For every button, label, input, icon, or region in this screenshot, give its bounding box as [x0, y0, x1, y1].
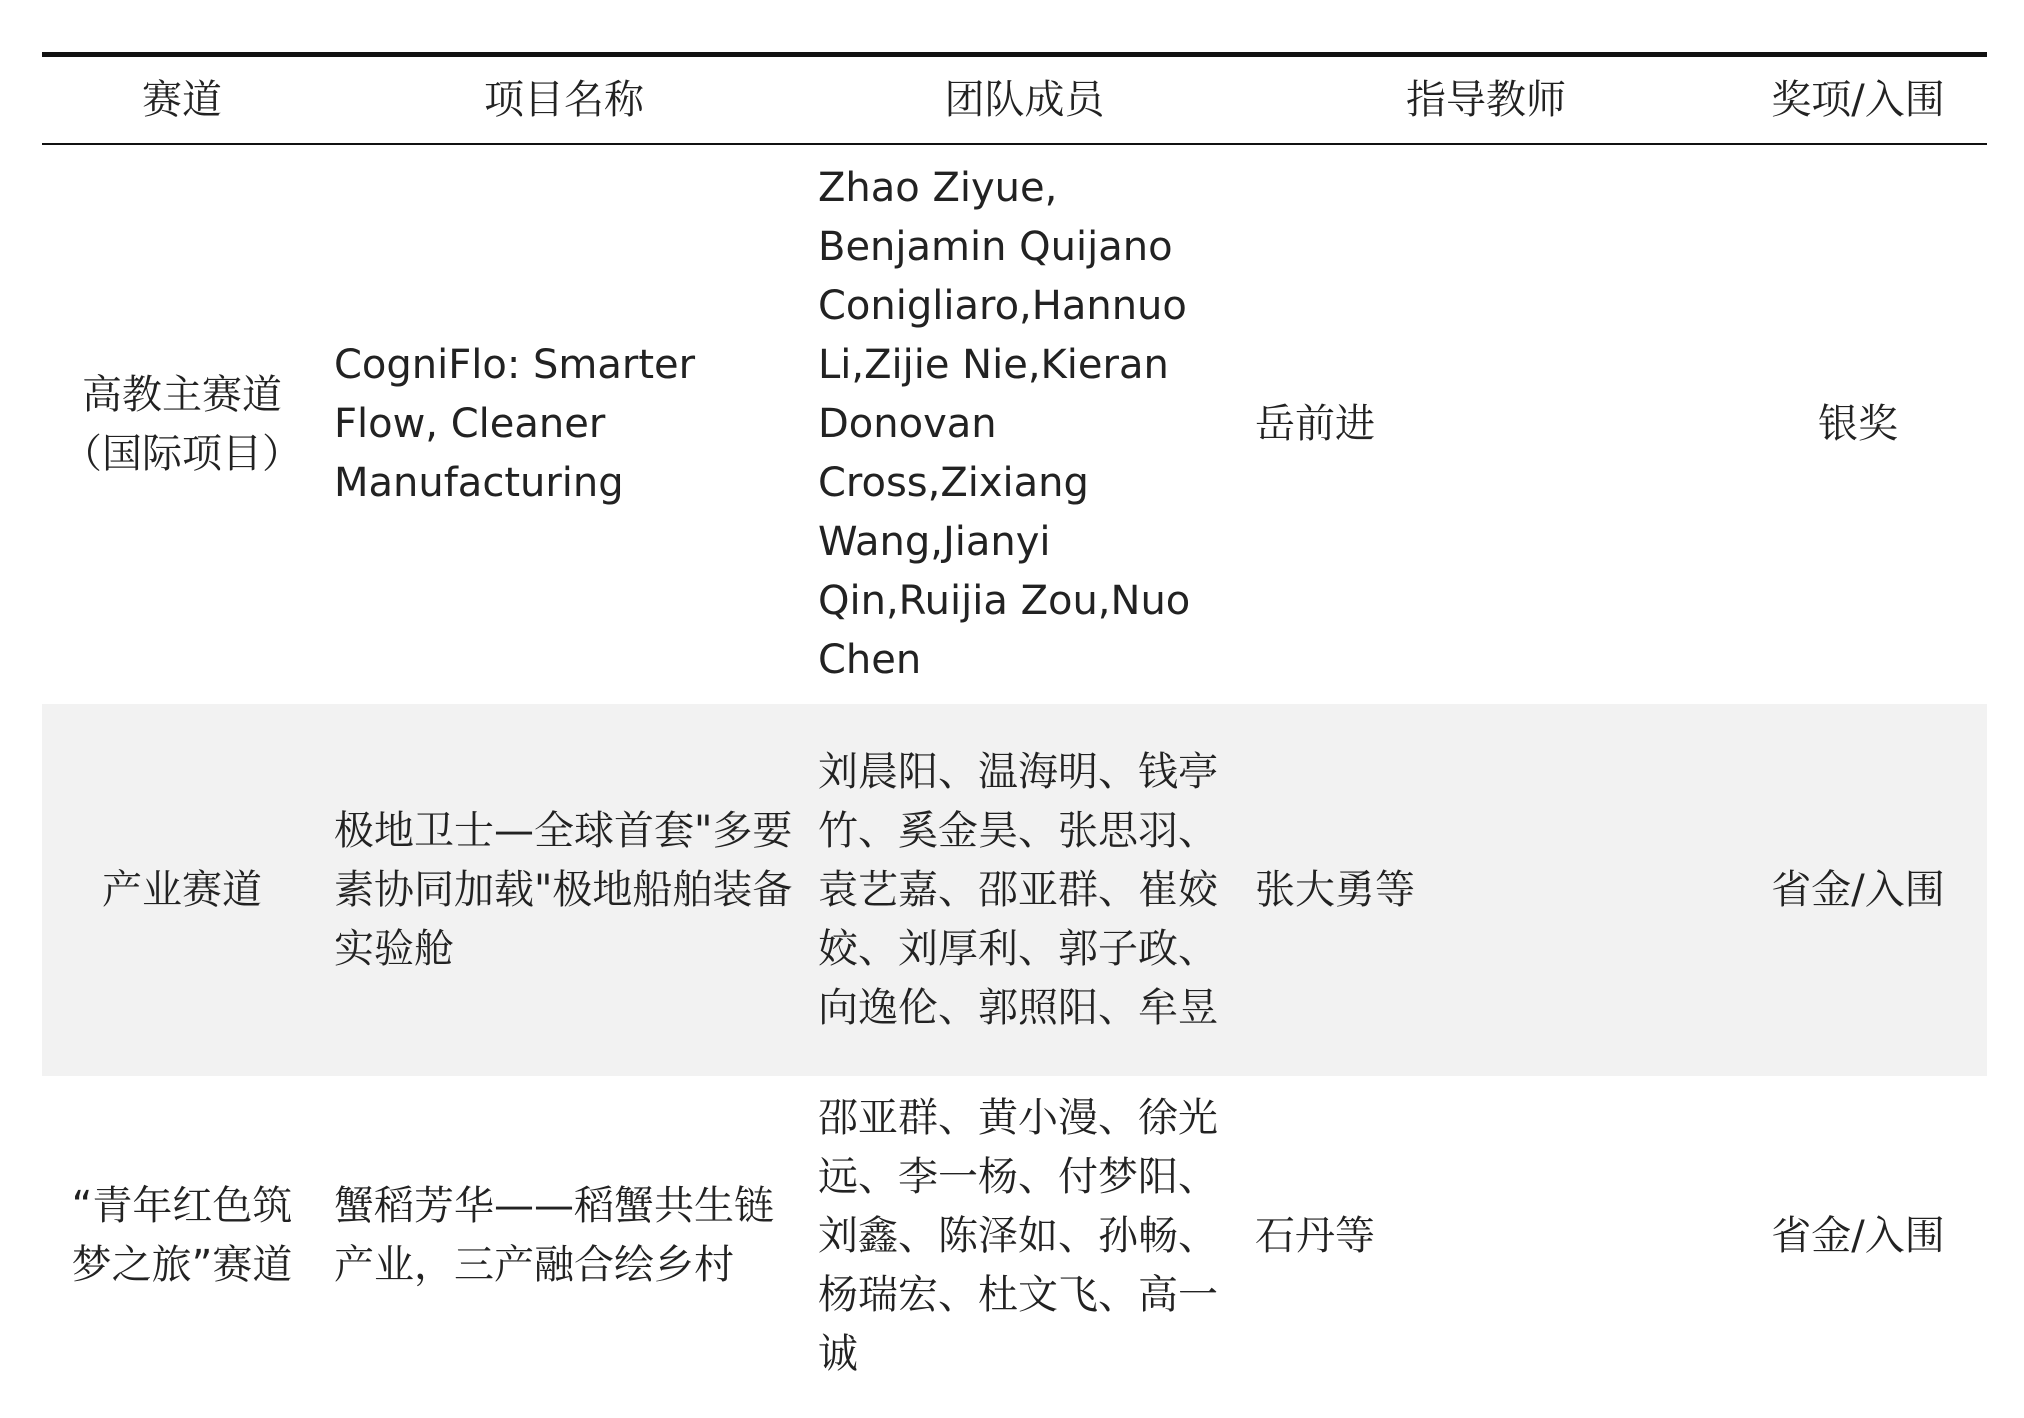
cell-advisor: 石丹等 [1255, 1212, 1375, 1259]
header-advisor: 指导教师 [1243, 55, 1729, 145]
cell-advisor: 岳前进 [1255, 401, 1375, 447]
table-header [42, 55, 1987, 145]
table-row [42, 144, 1987, 704]
awards-table-container [42, 52, 1987, 1396]
cell-award: 省金/入围 [1729, 704, 1987, 1076]
cell-track: 产业赛道 [42, 704, 322, 1076]
cell-advisor: 张大勇等 [1243, 704, 1729, 1076]
cell-members: 邵亚群、黄小漫、徐光远、李一杨、付梦阳、刘鑫、陈泽如、孙畅、杨瑞宏、杜文飞、高一诚 [818, 1094, 1218, 1377]
table-body [42, 144, 1987, 1396]
header-award: 奖项/入围 [1729, 55, 1987, 145]
cell-project-name: 蟹稻芳华——稻蟹共生链产业，三产融合绘乡村 [334, 1183, 774, 1288]
cell-track: “青年红色筑梦之旅”赛道 [71, 1183, 293, 1288]
header-members: 团队成员 [806, 55, 1243, 145]
cell-award: 省金/入围 [1771, 1212, 1945, 1259]
table-row [42, 704, 1987, 1076]
cell-project-name: CogniFlo: Smarter Flow, Cleaner Manufacturing [334, 342, 696, 506]
awards-table [42, 52, 1987, 1396]
header-row [42, 55, 1987, 145]
cell-members: 刘晨阳、温海明、钱亭竹、奚金昊、张思羽、袁艺嘉、邵亚群、崔姣姣、刘厚利、郭子政、向逸伦、郭照阳、牟昱 [806, 704, 1243, 1076]
cell-project-name: 极地卫士—全球首套"多要素协同加载"极地船舶装备实验舱 [322, 704, 806, 1076]
header-project-name: 项目名称 [322, 55, 806, 145]
header-track: 赛道 [42, 55, 322, 145]
cell-members: Zhao Ziyue, Benjamin Quijano Conigliaro,Hannuo Li,Zijie Nie,Kieran Donovan Cross,Zixiang Wang,Jianyi Qin,Ruijia Zou,Nuo Chen [818, 165, 1191, 683]
table-row [42, 1076, 1987, 1396]
cell-track: 高教主赛道（国际项目） [62, 371, 302, 477]
cell-award: 银奖 [1818, 401, 1898, 447]
